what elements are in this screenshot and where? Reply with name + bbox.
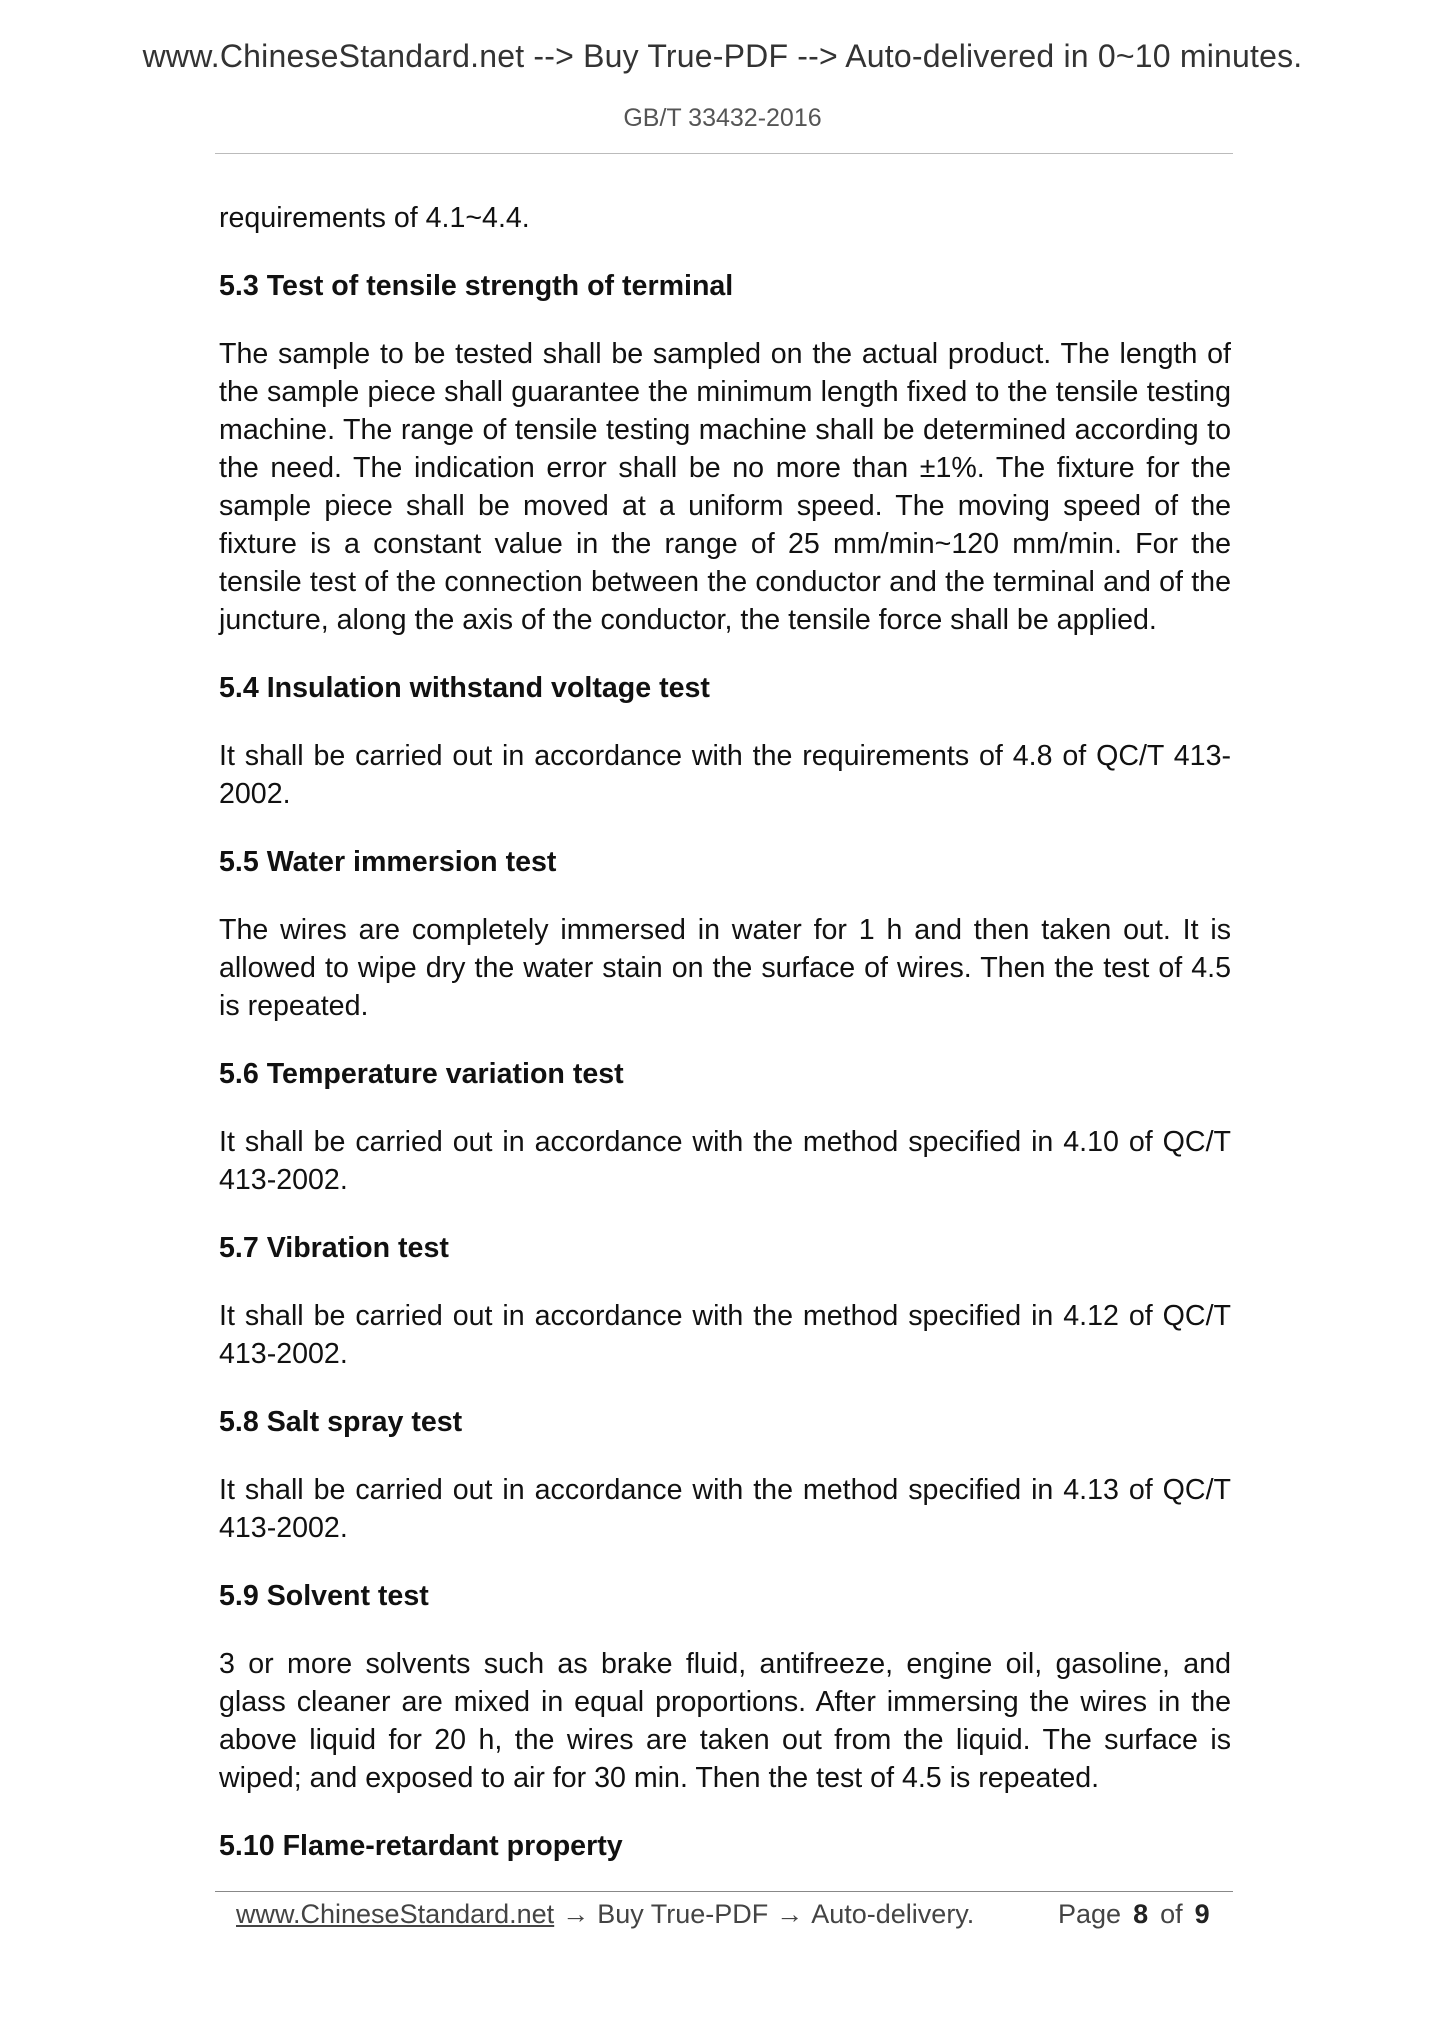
footer-left [236,1896,974,1932]
site-banner: www.ChineseStandard.net --> Buy True-PDF --> Auto-delivered in 0~10 minutes. [142,38,1303,74]
footer-divider [215,1891,1233,1892]
section-heading-5-8: 5.8 Salt spray test [219,1406,463,1438]
section-body-5-4: It shall be carried out in accordance with the requirements of 4.8 of QC/T 413-2002. [219,740,1231,810]
section-body-5-3: The sample to be tested shall be sampled on the actual product. The length of the sample piece shall guarantee the minimum length fixed to the tensile testing machine. The range of tensile testing machine shall be determined according to the need. The indication error shall be no more than ±1%. The fixture for the sample piece shall be moved at a uniform speed. The moving speed of the fixture is a constant value in the range of 25 mm/min~120 mm/min. For the tensile test of the connection between the conductor and the terminal and of the juncture, along the axis of the conductor, the tensile force shall be applied. [219,338,1231,636]
document-number: GB/T 33432-2016 [623,104,822,132]
page-content [219,199,1231,1895]
section-body-5-5: The wires are completely immersed in water for 1 h and then taken out. It is allowed to wipe dry the water stain on the surface of wires. Then the test of 4.5 is repeated. [219,914,1231,1022]
footer-site-link[interactable]: www.ChineseStandard.net [236,1899,555,1929]
section-heading-5-10: 5.10 Flame-retardant property [219,1830,623,1862]
of-label: of [1160,1899,1183,1929]
section-heading-5-4: 5.4 Insulation withstand voltage test [219,672,710,704]
section-body-5-7: It shall be carried out in accordance with the method specified in 4.12 of QC/T 413-2002. [219,1300,1231,1370]
footer-delivery-text: Auto-delivery. [811,1899,975,1929]
intro-paragraph: requirements of 4.1~4.4. [219,202,530,234]
section-body-5-8: It shall be carried out in accordance with the method specified in 4.13 of QC/T 413-2002. [219,1474,1231,1544]
page-total: 9 [1194,1899,1210,1929]
section-body-5-6: It shall be carried out in accordance with the method specified in 4.10 of QC/T 413-2002. [219,1126,1231,1196]
page-label: Page [1058,1899,1122,1929]
section-heading-5-9: 5.9 Solvent test [219,1580,429,1612]
header-divider [215,153,1233,154]
arrow-right-icon: → [776,1899,804,1929]
section-body-5-9: 3 or more solvents such as brake fluid, antifreeze, engine oil, gasoline, and glass cleaner are mixed in equal proportions. After immersing the wires in the above liquid for 20 h, the wires are taken out from the liquid. The surface is wiped; and exposed to air for 30 min. Then the test of 4.5 is repeated. [219,1648,1231,1794]
arrow-right-icon: → [562,1899,590,1929]
section-heading-5-5: 5.5 Water immersion test [219,846,557,878]
footer-buy-text: Buy True-PDF [597,1899,769,1929]
section-heading-5-6: 5.6 Temperature variation test [219,1058,624,1090]
section-heading-5-7: 5.7 Vibration test [219,1232,449,1264]
section-heading-5-3: 5.3 Test of tensile strength of terminal [219,270,734,302]
page-indicator [1058,1896,1222,1932]
page-current: 8 [1133,1899,1149,1929]
